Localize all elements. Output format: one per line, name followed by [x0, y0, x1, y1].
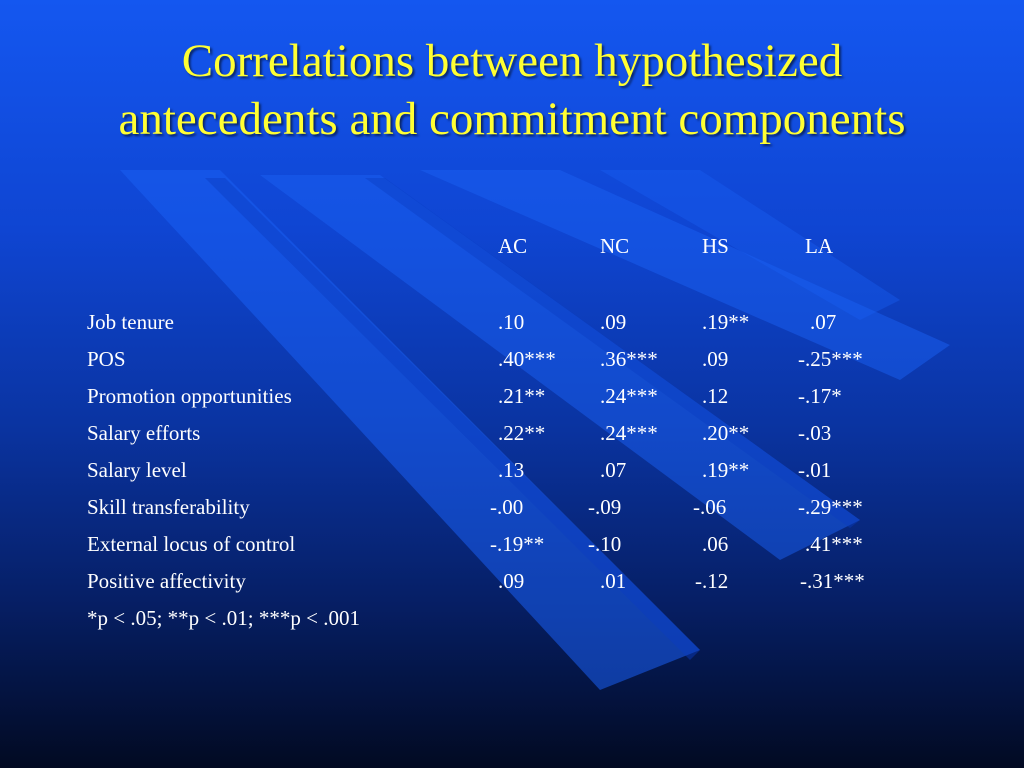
cell-hs: .19**: [702, 310, 750, 334]
cell-hs: .20**: [702, 421, 750, 445]
cell-hs: .09: [702, 347, 729, 371]
significance-footnote: *p < .05; **p < .01; ***p < .001: [87, 606, 360, 630]
cell-ac: .21**: [498, 384, 546, 408]
title-line-1: Correlations between hypothesized: [181, 35, 843, 87]
column-header-ac: AC: [498, 234, 528, 258]
column-header-hs: HS: [702, 234, 729, 258]
cell-nc: .36***: [600, 347, 658, 371]
cell-la: -.25***: [798, 347, 863, 371]
cell-nc: .01: [600, 569, 627, 593]
cell-nc: .24***: [600, 384, 658, 408]
row-label: Positive affectivity: [87, 569, 246, 593]
cell-nc: .07: [600, 458, 627, 482]
cell-hs: -.06: [693, 495, 727, 519]
cell-la: .07: [810, 310, 837, 334]
row-label: Job tenure: [87, 310, 174, 334]
cell-la: -.29***: [798, 495, 863, 519]
cell-ac: .09: [498, 569, 525, 593]
cell-ac: -.00: [490, 495, 524, 519]
cell-hs: -.12: [695, 569, 729, 593]
row-label: POS: [87, 347, 126, 371]
cell-hs: .19**: [702, 458, 750, 482]
cell-ac: -.19**: [490, 532, 545, 556]
cell-nc: .09: [600, 310, 627, 334]
cell-ac: .13: [498, 458, 525, 482]
cell-la: -.03: [798, 421, 832, 445]
title-line-2: antecedents and commitment components: [118, 93, 906, 145]
cell-nc: .24***: [600, 421, 658, 445]
cell-ac: .10: [498, 310, 525, 334]
cell-nc: -.10: [588, 532, 622, 556]
cell-nc: -.09: [588, 495, 622, 519]
cell-la: -.31***: [800, 569, 865, 593]
cell-la: -.17*: [798, 384, 842, 408]
cell-hs: .12: [702, 384, 729, 408]
cell-ac: .40***: [498, 347, 556, 371]
slide-title: [0, 32, 1024, 148]
row-label: Salary efforts: [87, 421, 201, 445]
cell-la: .41***: [805, 532, 863, 556]
row-label: Skill transferability: [87, 495, 250, 519]
row-label: Promotion opportunities: [87, 384, 292, 408]
cell-ac: .22**: [498, 421, 546, 445]
cell-la: -.01: [798, 458, 832, 482]
column-header-nc: NC: [600, 234, 630, 258]
row-label: External locus of control: [87, 532, 296, 556]
cell-hs: .06: [702, 532, 729, 556]
column-header-la: LA: [805, 234, 833, 258]
row-label: Salary level: [87, 458, 187, 482]
